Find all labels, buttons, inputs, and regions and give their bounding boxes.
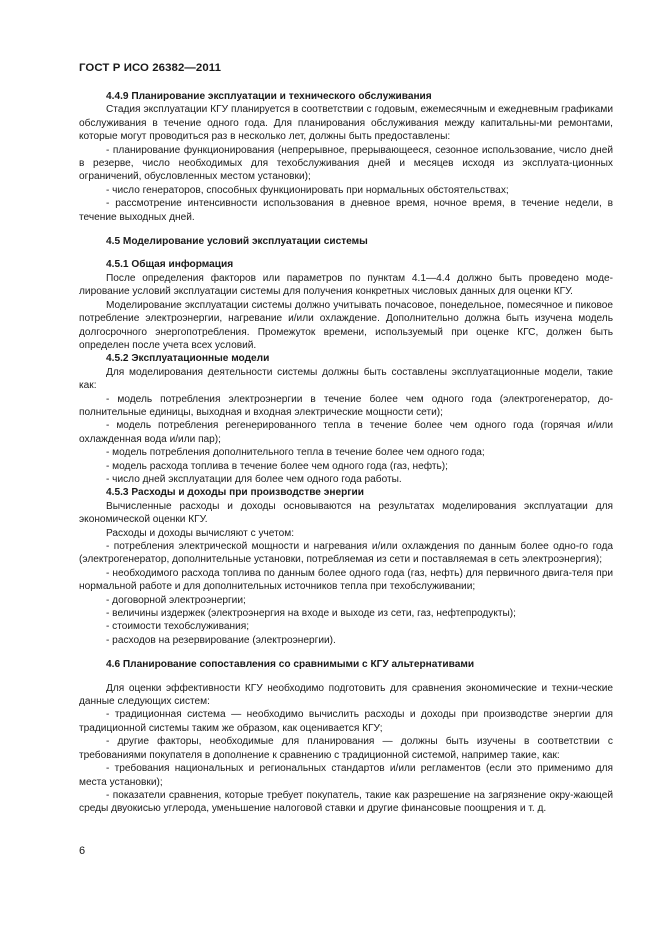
paragraph: Вычисленные расходы и доходы основываются на результатах моделирования эксплуатации для экономической оценки КГУ. bbox=[79, 500, 613, 526]
paragraph: - планирование функционирования (непрерывное, прерывающееся, сезонное использование, число дней в резерве, число необходимых для техобслуживания дней и месяцев исходя из эксплуата-ционных ограничений, обусловленных местом установки); bbox=[79, 144, 613, 183]
section-gap bbox=[79, 647, 613, 658]
section-gap bbox=[79, 224, 613, 235]
paragraph: Моделирование эксплуатации системы должно учитывать почасовое, понедельное, помесячное и пиковое потребление электроэнергии, нагревание и/или охлаждение. Дополнительно должна быть изучена модель долгосрочного энергопотребления. Промежуток времени, используемый при оценке КГС, должен быть определен после учета всех условий. bbox=[79, 299, 613, 351]
section-heading: 4.4.9 Планирование эксплуатации и технического обслуживания bbox=[106, 91, 432, 102]
section-heading: 4.5 Моделирование условий эксплуатации системы bbox=[106, 235, 368, 247]
paragraph: После определения факторов или параметров по пунктам 4.1—4.4 должно быть проведено моде-лирование условий эксплуатации системы для получения конкретных числовых данных для оценки КГУ. bbox=[79, 272, 613, 298]
paragraph: Для оценки эффективности КГУ необходимо подготовить для сравнения экономические и техни-ческие данные следующих систем: bbox=[79, 682, 613, 708]
paragraph: - другие факторы, необходимые для планирования — должны быть изучены в соответствии с требованиями покупателя в дополнение к сравнению с традиционной системой, например такие, как: bbox=[79, 736, 613, 761]
paragraph: - показатели сравнения, которые требует покупатель, такие как разрешение на загрязнение окру-жающей среды двуокисью углерода, уменьшение налоговой ставки и другие финансовые поощрения и т. д. bbox=[79, 789, 613, 815]
paragraph: - требования национальных и региональных стандартов и/или регламентов (если это применимо для места установки); bbox=[79, 763, 613, 788]
paragraph: - модель потребления регенерированного тепла в течение более чем одного года (горячая и/или охлажденная вода и/или пар); bbox=[79, 420, 613, 445]
paragraph: - договорной электроэнергии; bbox=[106, 594, 246, 606]
paragraph: - модель потребления электроэнергии в течение более чем одного года (электрогенератор, до-полнительные единицы, выходная и входная электрические мощности сети); bbox=[79, 393, 613, 418]
paragraph: - расходов на резервирование (электроэнергии). bbox=[106, 634, 336, 646]
document-body bbox=[79, 90, 613, 816]
paragraph: Расходы и доходы вычисляют с учетом: bbox=[106, 527, 295, 539]
page-number: 6 bbox=[79, 845, 86, 857]
paragraph: - величины издержек (электроэнергия на входе и выходе из сети, газ, нефтепродукты); bbox=[106, 608, 516, 620]
section-gap bbox=[79, 248, 613, 259]
paragraph: - стоимости техобслуживания; bbox=[106, 621, 250, 633]
paragraph: - модель потребления дополнительного тепла в течение более чем одного года; bbox=[106, 447, 485, 459]
paragraph: - модель расхода топлива в течение более чем одного года (газ, нефть); bbox=[106, 460, 448, 472]
section-heading: 4.6 Планирование сопоставления со сравнимыми с КГУ альтернативами bbox=[106, 658, 475, 670]
paragraph: Стадия эксплуатации КГУ планируется в соответствии с годовым, ежемесячным и ежедневным графиками обслуживания в течение одного года. Для планирования обслуживания между капитальны-ми ремонтами, которые могут проводиться раз в несколько лет, должны быть предоставлены: bbox=[79, 104, 613, 143]
paragraph: - традиционная система — необходимо вычислить расходы и доходы при производстве энергии для традиционной системы таким же образом, как оценивается КГУ; bbox=[79, 709, 613, 734]
paragraph: - потребления электрической мощности и нагревания и/или охлаждения по данным более одно-го года (электрогенератор, дополнительные установки, потребляемая из сети и поставляемая в сеть электроэнергия); bbox=[79, 541, 613, 566]
document-header: ГОСТ Р ИСО 26382—2011 bbox=[79, 62, 222, 74]
paragraph: Для моделирования деятельности системы должны быть составлены эксплуатационные модели, такие как: bbox=[79, 366, 613, 392]
paragraph: - число дней эксплуатации для более чем одного года работы. bbox=[106, 473, 402, 485]
section-heading: 4.5.2 Эксплуатационные модели bbox=[106, 353, 270, 365]
section-heading: 4.5.3 Расходы и доходы при производстве энергии bbox=[106, 487, 364, 499]
paragraph: - необходимого расхода топлива по данным более одного года (газ, нефть) для первичного двига-теля при нормальной работе и для дополнительных источников тепла при техобслуживании; bbox=[79, 567, 613, 593]
paragraph: - рассмотрение интенсивности использования в дневное время, ночное время, в течение недели, в течение выходных дней. bbox=[79, 198, 613, 223]
section-heading: 4.5.1 Общая информация bbox=[106, 259, 234, 271]
paragraph: - число генераторов, способных функционировать при нормальных обстоятельствах; bbox=[106, 184, 509, 196]
section-gap bbox=[79, 671, 613, 682]
